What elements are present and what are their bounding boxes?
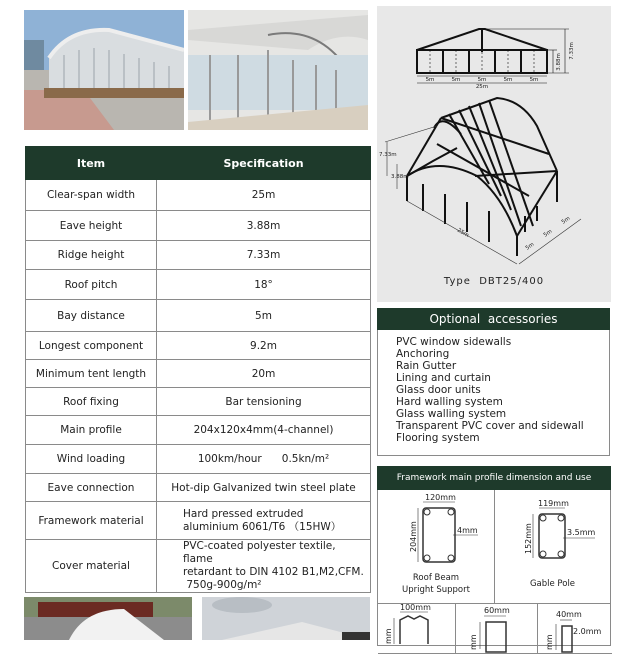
row-spec: 18° (157, 270, 371, 300)
row-spec: 3.88m (157, 211, 371, 241)
optional-accessories-box (377, 308, 610, 456)
table-row (26, 332, 371, 360)
list-item: Flooring system (396, 432, 480, 444)
profile-width: 100mm (400, 604, 431, 612)
profile-roof-beam (378, 490, 495, 604)
row-spec (157, 540, 371, 593)
list-item: Lining and curtain (396, 372, 491, 384)
row-item: Roof pitch (26, 270, 157, 300)
iso-bay-dim-2: 5m (542, 228, 554, 239)
table-row (26, 180, 371, 211)
profile-height: 152mm (524, 523, 533, 554)
iso-ridge-dim: 7.33m (379, 152, 397, 158)
photo-tent-roof-right (202, 597, 370, 640)
row-spec: Hot-dip Galvanized twin steel plate (157, 474, 371, 502)
row-item: Bay distance (26, 300, 157, 332)
row-item: Framework material (26, 502, 157, 540)
total-width-dim: 25m (475, 84, 489, 90)
profile-height: mm (469, 634, 478, 650)
table-row (26, 388, 371, 416)
framework-title: Framework main profile dimension and use (377, 466, 611, 490)
header-item: Item (26, 147, 157, 180)
tent-type-label: Type DBT25/400 (443, 276, 545, 287)
list-item: Rain Gutter (396, 360, 457, 372)
table-row (26, 540, 371, 593)
accessories-title: Optional accessories (377, 308, 610, 330)
row-spec: 25m (157, 180, 371, 211)
profile-width: 119mm (538, 499, 569, 508)
table-row (26, 445, 371, 474)
iso-eave-dim: 3.88m (391, 174, 409, 180)
profile-thickness: 4mm (457, 526, 478, 535)
row-spec: 20m (157, 360, 371, 388)
row-item: Wind loading (26, 445, 157, 474)
profile-height: 204mm (409, 521, 418, 552)
row-item: Main profile (26, 416, 157, 445)
eave-height-dim: 3.88m (556, 53, 562, 71)
list-item: Glass walling system (396, 408, 507, 420)
spec-line: Hard pressed extruded (183, 507, 304, 520)
spec-line: aluminium 6061/T6 （15HW） (183, 520, 342, 533)
table-row (26, 416, 371, 445)
profile-height: mm (545, 634, 554, 650)
bay-dim-1: 5m (425, 77, 435, 83)
iso-bay-dim-1: 5m (524, 241, 536, 252)
row-item: Minimum tent length (26, 360, 157, 388)
bay-dim-4: 5m (503, 77, 513, 83)
framework-profile-box (377, 466, 611, 650)
table-row (26, 270, 371, 300)
profile-100mm (378, 604, 456, 654)
row-spec: 100km/hour 0.5kn/m² (157, 445, 371, 474)
row-item: Cover material (26, 540, 157, 593)
spec-line: PVC-coated polyester textile, flame (183, 540, 336, 565)
row-spec: 204x120x4mm(4-channel) (157, 416, 371, 445)
table-row (26, 474, 371, 502)
use-line: Gable Pole (529, 579, 576, 589)
table-row (26, 502, 371, 540)
row-spec: Bar tensioning (157, 388, 371, 416)
list-item: Hard walling system (396, 396, 503, 408)
profile-60mm (456, 604, 538, 654)
profile-use-caption (495, 578, 610, 590)
header-specification: Specification (157, 147, 371, 180)
list-item: Glass door units (396, 384, 481, 396)
photo-tent-exterior (24, 10, 184, 130)
profile-width: 60mm (484, 606, 510, 615)
row-item: Longest component (26, 332, 157, 360)
list-item: Anchoring (396, 348, 450, 360)
iso-bay-dim-3: 5m (560, 215, 572, 226)
row-spec: 9.2m (157, 332, 371, 360)
profile-use-caption (378, 572, 494, 596)
profile-height: mm (384, 628, 393, 644)
row-item: Roof fixing (26, 388, 157, 416)
table-row (26, 300, 371, 332)
use-line: Upright Support (402, 585, 470, 595)
tent-front-elevation-drawing (377, 6, 611, 302)
ridge-height-dim: 7.33m (569, 42, 575, 60)
profile-thickness: 2.0mm (573, 627, 602, 636)
row-spec: 7.33m (157, 241, 371, 270)
tent-diagram-panel (377, 6, 611, 302)
row-spec: 5m (157, 300, 371, 332)
table-row (26, 211, 371, 241)
photo-tent-roof-left (24, 597, 192, 640)
profile-width: 40mm (556, 610, 582, 619)
photo-tent-interior (188, 10, 368, 130)
bay-dim-5: 5m (529, 77, 539, 83)
tent-isometric-frame-drawing (407, 98, 557, 256)
bay-dim-2: 5m (451, 77, 461, 83)
row-item: Eave height (26, 211, 157, 241)
use-line: Roof Beam (412, 573, 460, 583)
row-spec (157, 502, 371, 540)
bay-dim-3: 5m (477, 77, 487, 83)
spec-line: retardant to DIN 4102 B1,M2,CFM. (183, 566, 364, 578)
spec-line: 750g-900g/m² (183, 579, 262, 591)
profile-gable-pole (495, 490, 610, 604)
row-item: Ridge height (26, 241, 157, 270)
list-item: Transparent PVC cover and sidewall (396, 420, 584, 432)
accessories-list (396, 336, 609, 444)
row-item: Clear-span width (26, 180, 157, 211)
table-row (26, 241, 371, 270)
row-item: Eave connection (26, 474, 157, 502)
table-row (26, 360, 371, 388)
profile-thickness: 3.5mm (567, 528, 596, 537)
specification-table (25, 146, 371, 593)
profile-width: 120mm (425, 493, 456, 502)
iso-span-dim: 25m (456, 227, 470, 239)
profile-40mm (538, 604, 612, 654)
list-item: PVC window sidewalls (396, 336, 512, 348)
